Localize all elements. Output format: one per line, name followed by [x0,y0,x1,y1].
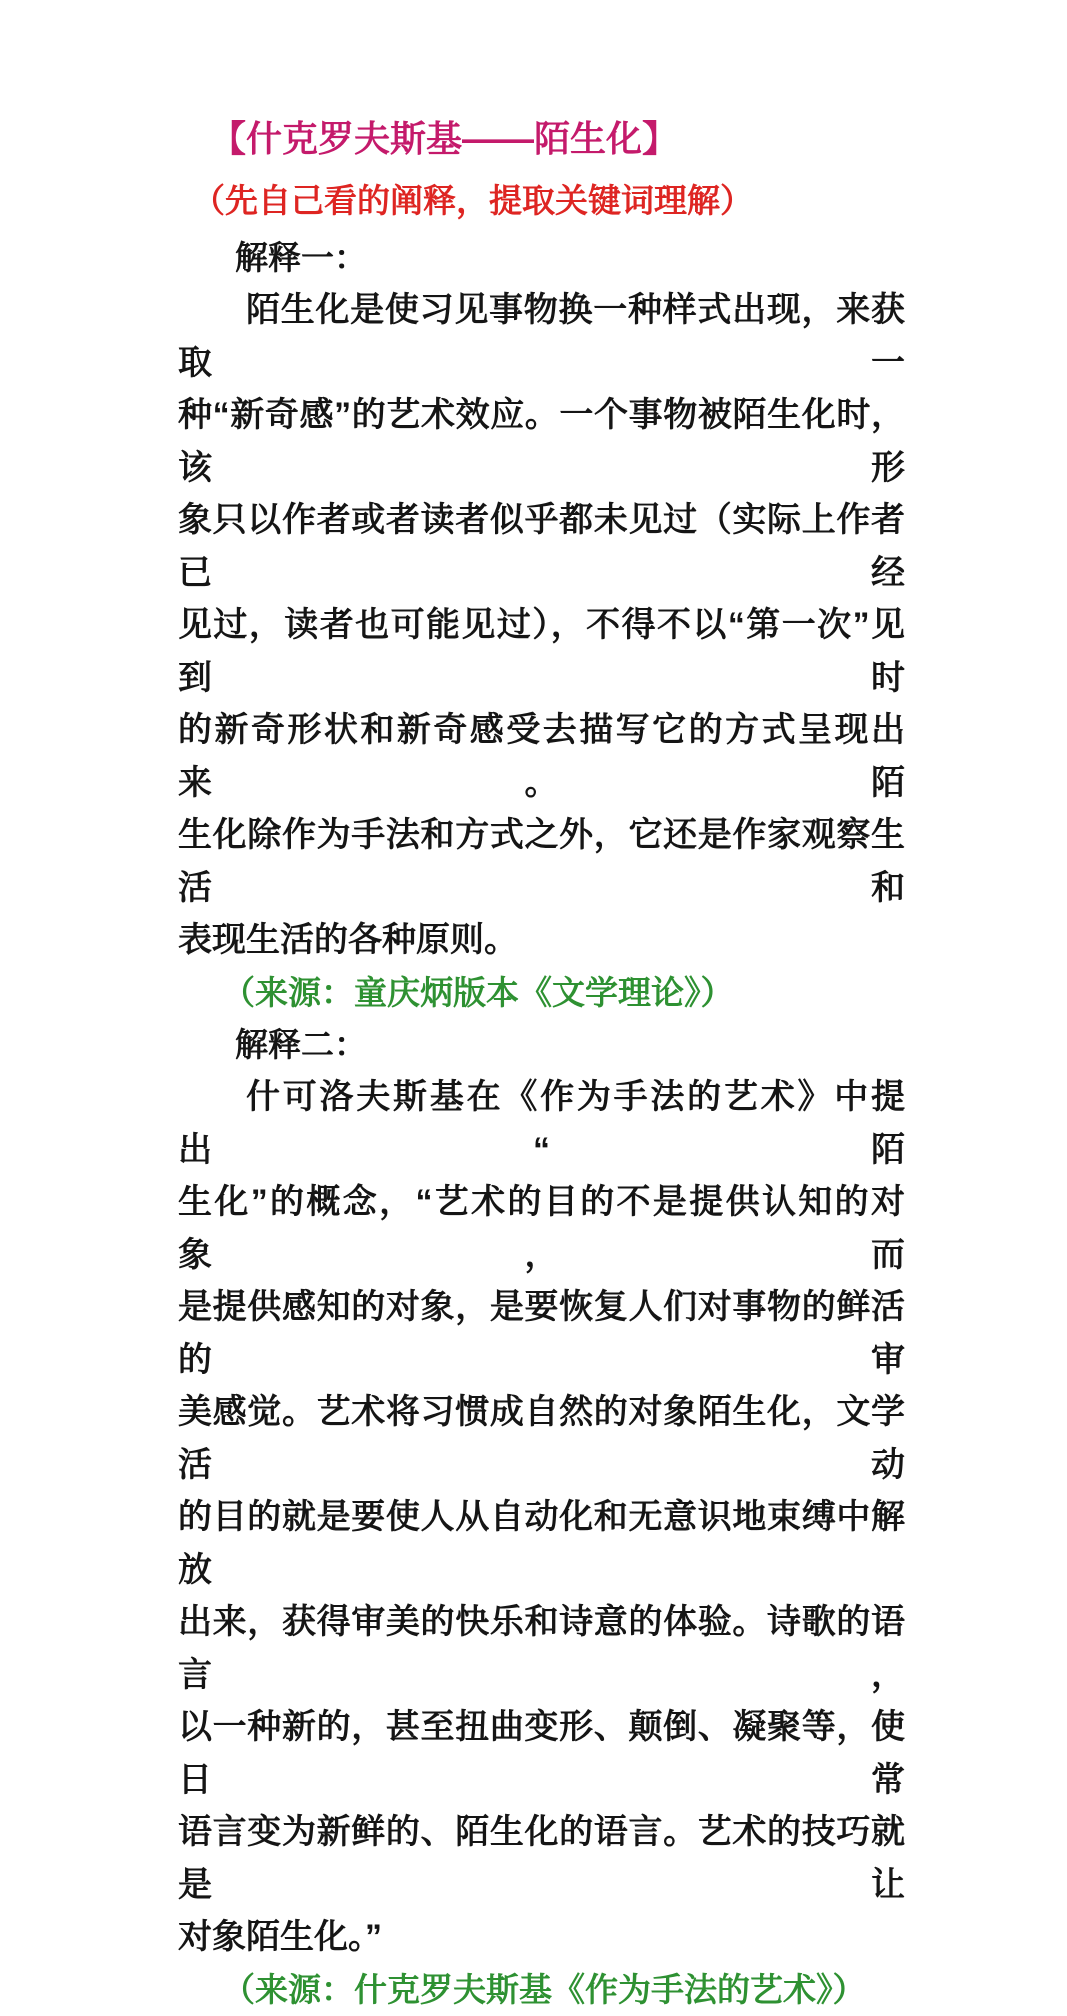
text-line: 陌生化是使习见事物换一种样式出现，来获取一 [178,284,905,389]
explanation-section [178,240,905,1019]
page-subtitle: （先自己看的阐释，提取关键词理解） [192,182,905,220]
text-line: 表现生活的各种原则。 [178,914,905,967]
text-line: 象只以作者或者读者似乎都未见过（实际上作者已经 [178,494,905,599]
text-line: 对象陌生化。” [178,1911,905,1964]
page-title: 【什克罗夫斯基——陌生化】 [210,118,905,160]
text-line: 生化”的概念，“艺术的目的不是提供认知的对象，而 [178,1176,905,1281]
section-paragraph [178,1071,905,1964]
explanation-section [178,1027,905,2016]
text-line: 种“新奇感”的艺术效应。一个事物被陌生化时，该形 [178,389,905,494]
section-heading: 解释一： [178,240,905,276]
section-paragraph [178,284,905,967]
section-heading: 解释二： [178,1027,905,1063]
sections-container [178,240,905,2016]
text-line: 语言变为新鲜的、陌生化的语言。艺术的技巧就是让 [178,1806,905,1911]
text-line: 出来，获得审美的快乐和诗意的体验。诗歌的语言， [178,1596,905,1701]
text-line: 的新奇形状和新奇感受去描写它的方式呈现出来。陌 [178,704,905,809]
source-citation: （来源：什克罗夫斯基《作为手法的艺术》） [178,1964,905,2016]
text-line: 见过，读者也可能见过），不得不以“第一次”见到时 [178,599,905,704]
text-line: 美感觉。艺术将习惯成自然的对象陌生化，文学活动 [178,1386,905,1491]
text-line: 生化除作为手法和方式之外，它还是作家观察生活和 [178,809,905,914]
text-line: 以一种新的，甚至扭曲变形、颠倒、凝聚等，使日常 [178,1701,905,1806]
source-citation: （来源：童庆炳版本《文学理论》） [178,967,905,1020]
text-line: 什可洛夫斯基在《作为手法的艺术》中提出“陌 [178,1071,905,1176]
text-line: 的目的就是要使人从自动化和无意识地束缚中解放 [178,1491,905,1596]
text-line: 是提供感知的对象，是要恢复人们对事物的鲜活的审 [178,1281,905,1386]
